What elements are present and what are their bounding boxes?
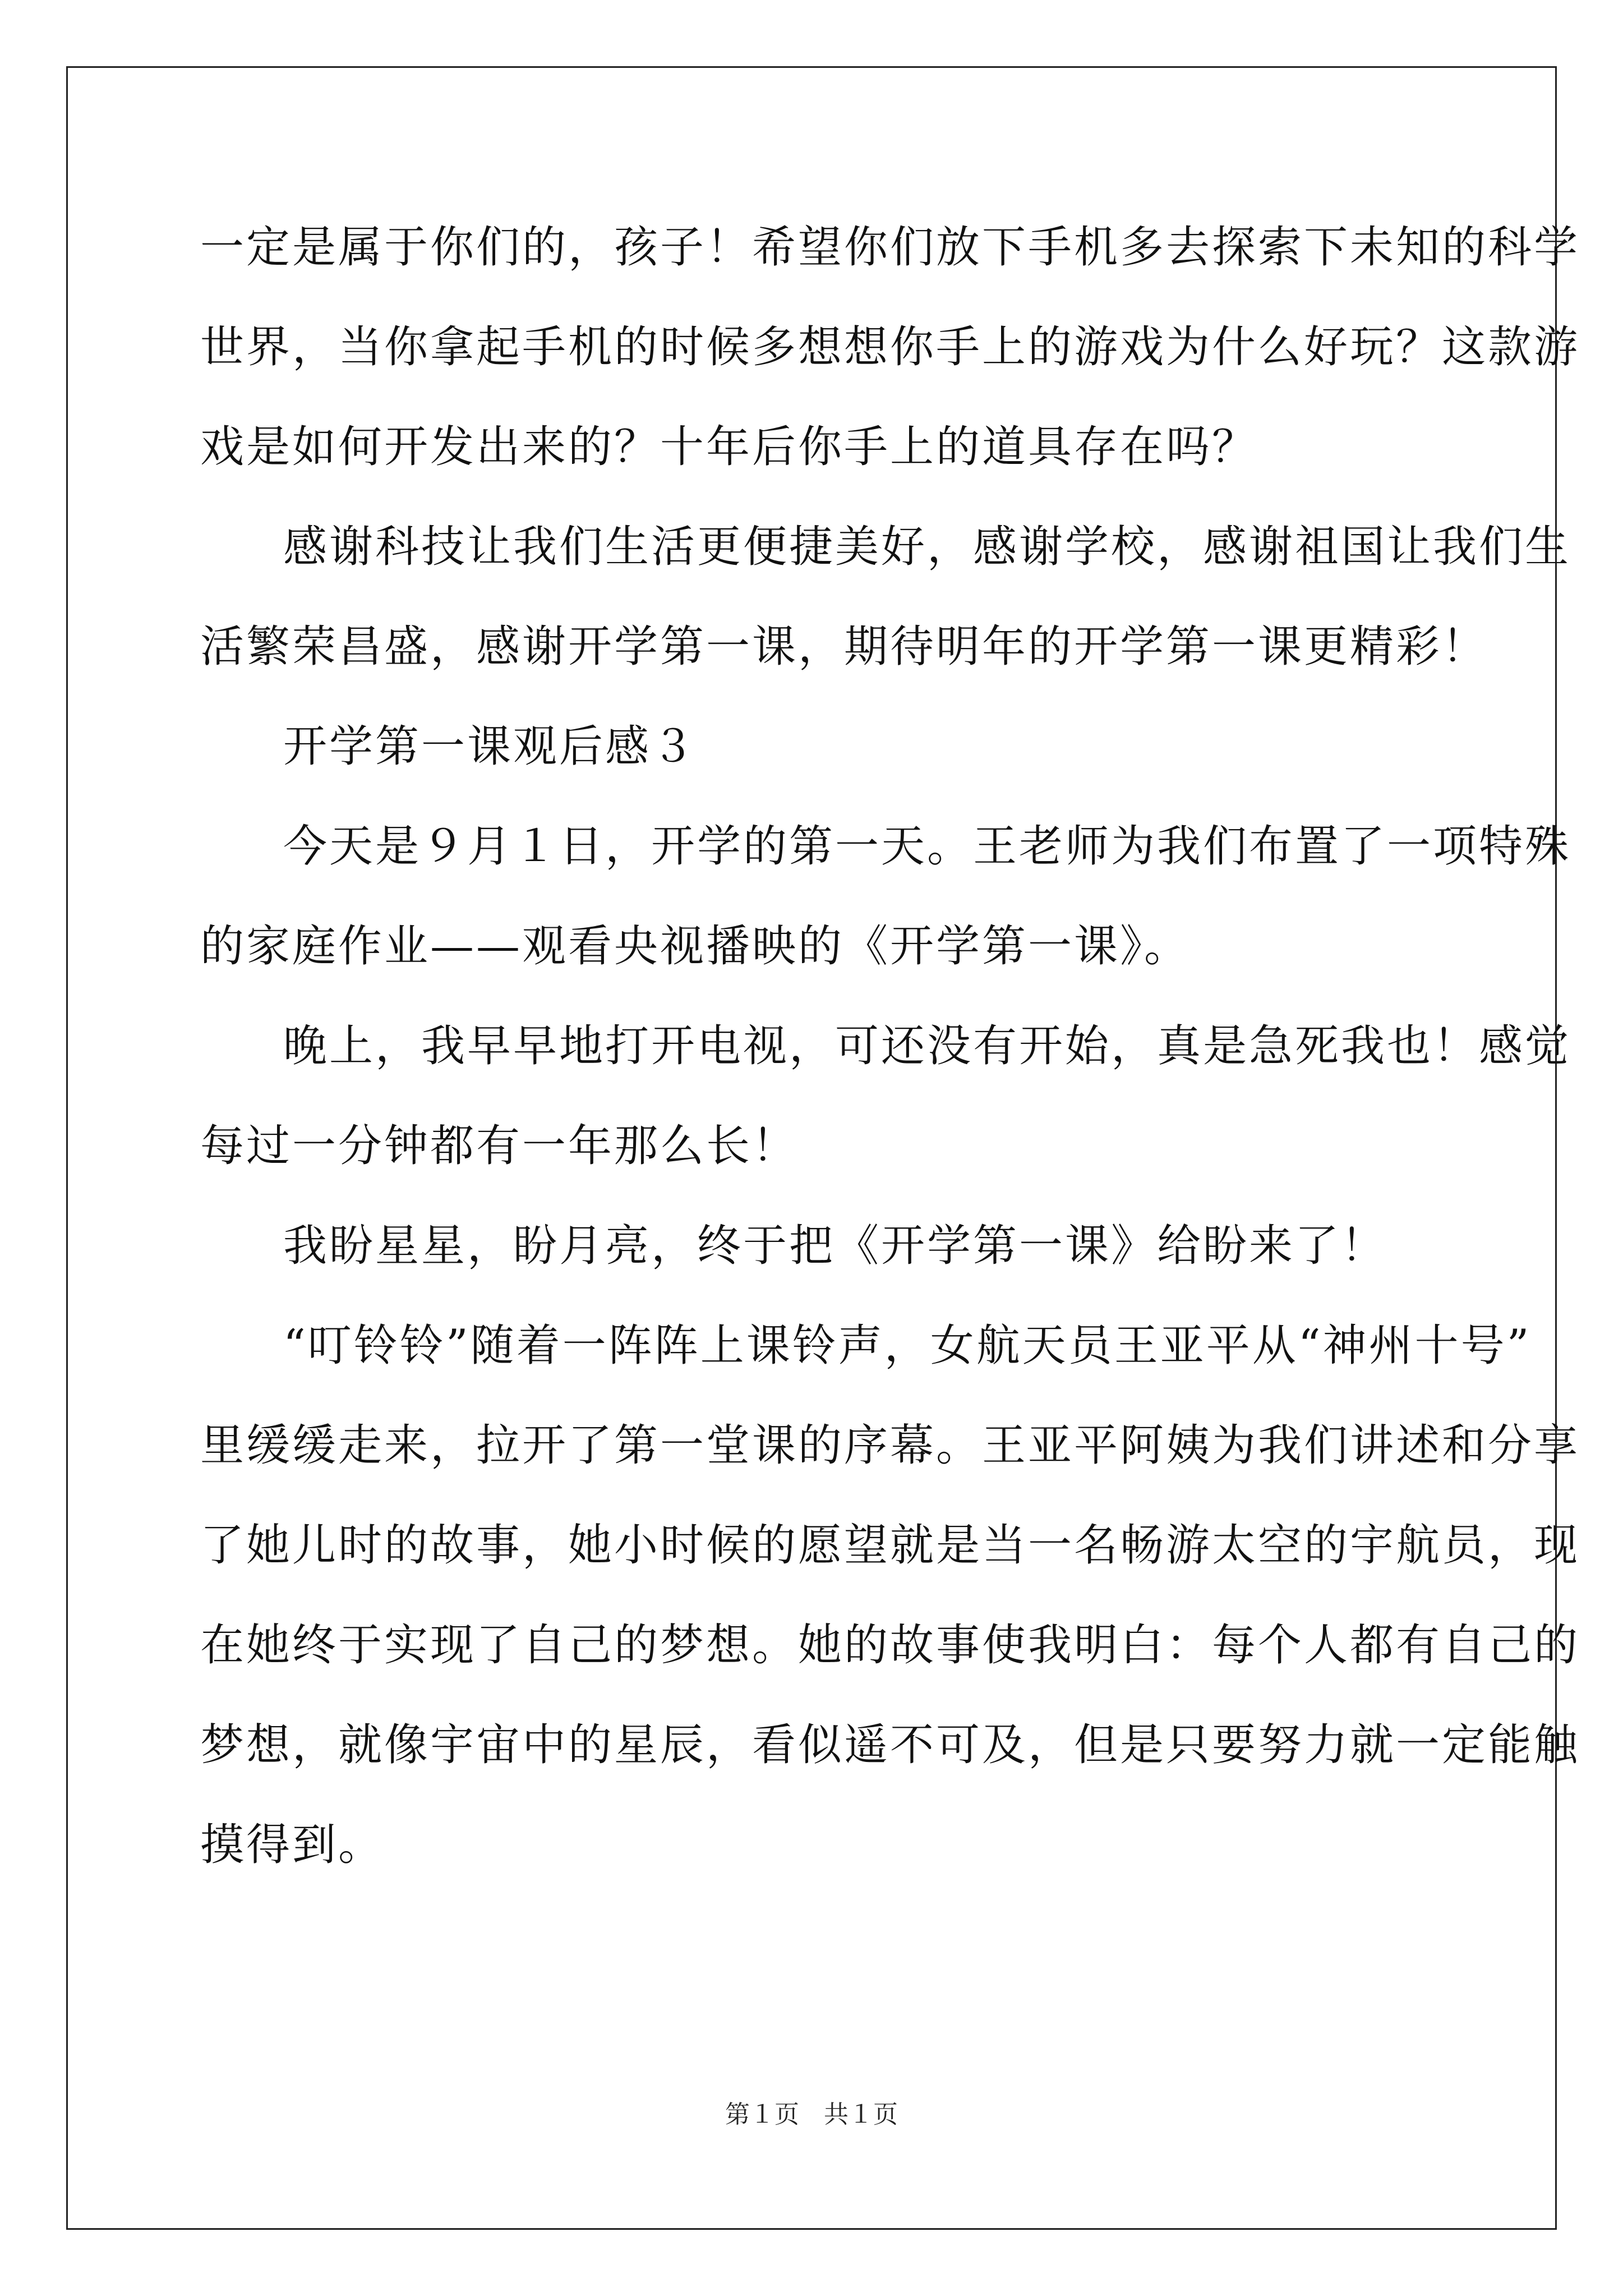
paragraph-evening: 晚上，我早早地打开电视，可还没有开始，真是急死我也！感觉: [283, 1021, 1571, 1071]
paragraph-astronaut-cont: 里缓缓走来，拉开了第一堂课的序幕。王亚平阿姨为我们讲述和分享: [200, 1420, 1580, 1471]
paragraph-astronaut-cont: 摸得到。: [200, 1820, 385, 1870]
paragraph-first-day: 今天是９月１日，开学的第一天。王老师为我们布置了一项特殊: [283, 821, 1571, 872]
text-line-continuation: 戏是如何开发出来的？十年后你手上的道具存在吗？: [200, 422, 1258, 472]
section-heading: 开学第一课观后感３: [283, 721, 698, 772]
paragraph-waiting: 我盼星星，盼月亮，终于把《开学第一课》给盼来了！: [283, 1221, 1387, 1271]
text-line-continuation: 世界，当你拿起手机的时候多想想你手上的游戏为什么好玩？这款游: [200, 322, 1580, 372]
paragraph-astronaut: “叮铃铃”随着一阵阵上课铃声，女航天员王亚平从“神州十号”: [283, 1320, 1532, 1371]
paragraph-astronaut-cont: 了她儿时的故事，她小时候的愿望就是当一名畅游太空的宇航员，现: [200, 1520, 1580, 1571]
page-number: 第１页 共１页: [725, 2100, 898, 2129]
paragraph-thanks-cont: 活繁荣昌盛，感谢开学第一课，期待明年的开学第一课更精彩！: [200, 622, 1488, 672]
text-line-continuation: 一定是属于你们的，孩子！希望你们放下手机多去探索下未知的科学: [200, 222, 1580, 273]
paragraph-first-day-cont: 的家庭作业——观看央视播映的《开学第一课》。: [200, 921, 1191, 972]
paragraph-astronaut-cont: 在她终于实现了自己的梦想。她的故事使我明白：每个人都有自己的: [200, 1620, 1580, 1671]
paragraph-evening-cont: 每过一分钟都有一年那么长！: [200, 1121, 799, 1171]
paragraph-thanks: 感谢科技让我们生活更便捷美好，感谢学校，感谢祖国让我们生: [283, 522, 1571, 572]
paragraph-astronaut-cont: 梦想，就像宇宙中的星辰，看似遥不可及，但是只要努力就一定能触: [200, 1720, 1580, 1770]
